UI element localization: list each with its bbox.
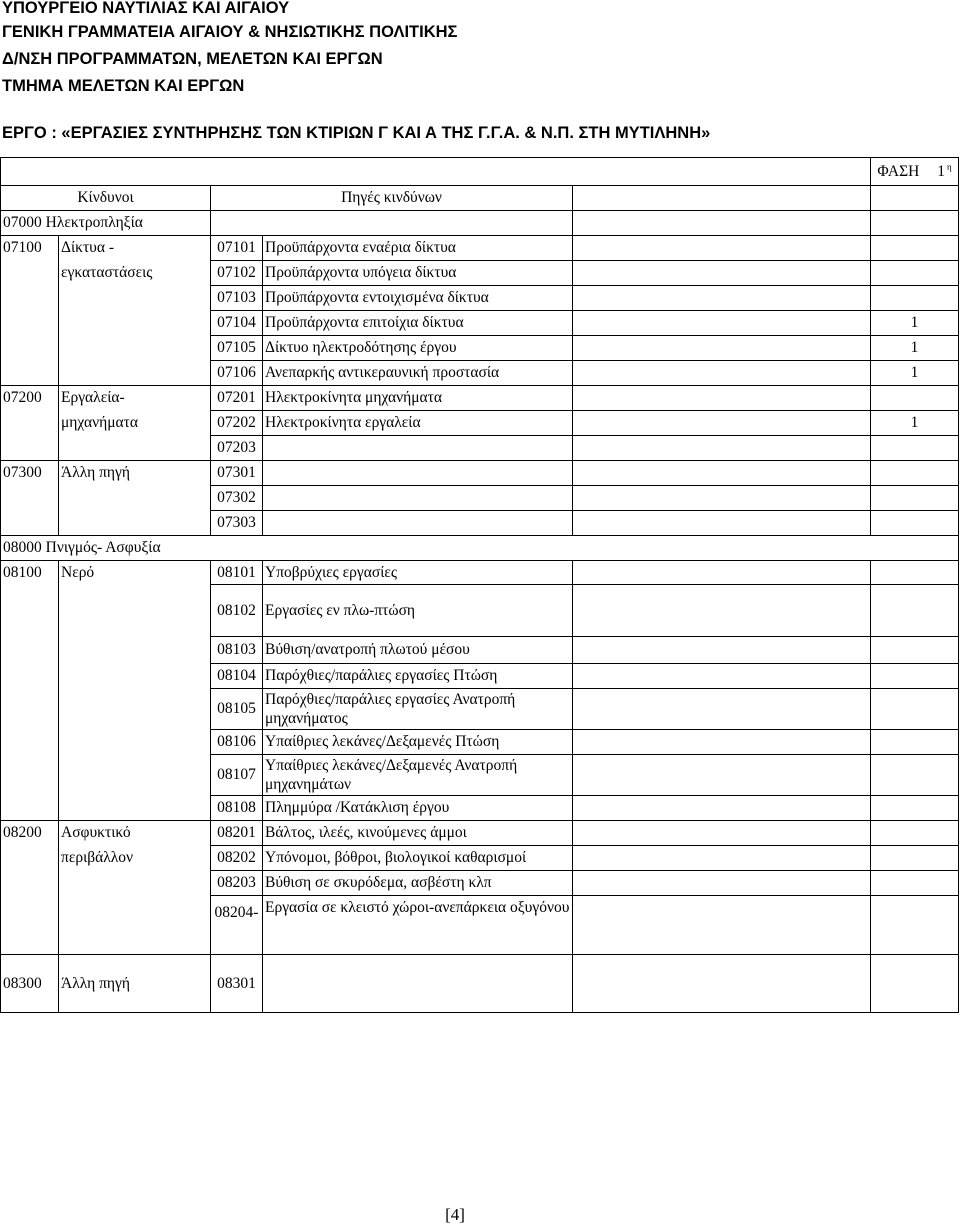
group-code: 07200	[1, 386, 59, 411]
table-row	[1, 689, 959, 730]
section-drowning: 08000 Πνιγμός- Ασφυξία	[1, 536, 959, 561]
item-code: 08105	[211, 689, 263, 730]
item-mark	[871, 755, 959, 796]
item-code: 08203	[211, 871, 263, 896]
section-row	[1, 536, 959, 561]
phase-number: 1	[937, 163, 945, 181]
item-desc	[263, 461, 573, 486]
table-row	[1, 796, 959, 821]
item-mark	[871, 386, 959, 411]
table-row	[1, 311, 959, 336]
sources-header: Πηγές κινδύνων	[211, 186, 573, 211]
section-row	[1, 211, 959, 236]
table-row	[1, 637, 959, 664]
group-code: 07300	[1, 461, 59, 486]
table-row	[1, 561, 959, 585]
item-desc	[263, 511, 573, 536]
item-code: 08204-	[211, 896, 263, 955]
phase-suffix: η	[946, 161, 952, 172]
table-row	[1, 436, 959, 461]
risk-table	[0, 157, 959, 1013]
group-name: Άλλη πηγή	[59, 461, 211, 486]
secretariat-name: ΓΕΝΙΚΗ ΓΡΑΜΜΑΤΕΙΑ ΑΙΓΑΙΟΥ & ΝΗΣΙΩΤΙΚΗΣ ΠΟΛΙΤΙΚΗΣ	[2, 23, 458, 41]
department-name: ΤΜΗΜΑ ΜΕΛΕΤΩΝ ΚΑΙ ΕΡΓΩΝ	[2, 77, 245, 95]
item-mark: 1	[871, 411, 959, 436]
group-code: 08200	[1, 821, 59, 846]
item-desc: Βύθιση σε σκυρόδεμα, ασβέστη κλπ	[263, 871, 573, 896]
item-desc: Ανεπαρκής αντικεραυνική προστασία	[263, 361, 573, 386]
item-code: 08106	[211, 730, 263, 755]
item-desc: Παρόχθιες/παράλιες εργασίες Πτώση	[263, 664, 573, 689]
item-desc: Βύθιση/ανατροπή πλωτού μέσου	[263, 637, 573, 664]
group-name: Άλλη πηγή	[59, 955, 211, 1013]
table-row	[1, 286, 959, 311]
group-name: περιβάλλον	[59, 846, 211, 871]
table-row	[1, 461, 959, 486]
table-row	[1, 411, 959, 436]
project-title: ΕΡΓΟ : «ΕΡΓΑΣΙΕΣ ΣΥΝΤΗΡΗΣΗΣ ΤΩΝ ΚΤΙΡΙΩΝ Γ ΚΑΙ Α ΤΗΣ Γ.Γ.Α. & Ν.Π. ΣΤΗ ΜΥΤΙΛΗΝΗ»	[2, 124, 711, 142]
table-row	[1, 236, 959, 261]
item-mark	[871, 261, 959, 286]
item-mark	[871, 664, 959, 689]
item-mark	[871, 436, 959, 461]
table-row	[1, 386, 959, 411]
item-desc: Εργασία σε κλειστό χώροι-ανεπάρκεια οξυγόνου	[263, 896, 573, 955]
item-desc: Υπαίθριες λεκάνες/Δεξαμενές Ανατροπή μηχανημάτων	[263, 755, 573, 796]
item-code: 07102	[211, 261, 263, 286]
group-name: Νερό	[59, 561, 211, 585]
item-desc: Υποβρύχιες εργασίες	[263, 561, 573, 585]
item-mark: 1	[871, 311, 959, 336]
item-code: 08107	[211, 755, 263, 796]
item-code: 07301	[211, 461, 263, 486]
group-name: Δίκτυα -	[59, 236, 211, 261]
item-mark: 1	[871, 336, 959, 361]
item-mark	[871, 461, 959, 486]
item-code: 07302	[211, 486, 263, 511]
item-mark	[871, 637, 959, 664]
item-mark	[871, 871, 959, 896]
item-desc: Προϋπάρχοντα εναέρια δίκτυα	[263, 236, 573, 261]
section-electrocution: 07000 Ηλεκτροπληξία	[1, 211, 211, 236]
item-code: 07201	[211, 386, 263, 411]
item-mark	[871, 821, 959, 846]
item-desc: Υπόνομοι, βόθροι, βιολογικοί καθαρισμοί	[263, 846, 573, 871]
item-desc: Προϋπάρχοντα υπόγεια δίκτυα	[263, 261, 573, 286]
table-row	[1, 955, 959, 1013]
item-mark	[871, 286, 959, 311]
item-desc: Πλημμύρα /Κατάκλιση έργου	[263, 796, 573, 821]
item-code: 08101	[211, 561, 263, 585]
item-code: 08103	[211, 637, 263, 664]
item-desc: Δίκτυο ηλεκτροδότησης έργου	[263, 336, 573, 361]
table-row	[1, 261, 959, 286]
item-code: 08301	[211, 955, 263, 1013]
item-mark	[871, 730, 959, 755]
item-mark	[871, 896, 959, 955]
page-number: [4]	[445, 1205, 465, 1224]
item-desc: Εργασίες εν πλω-πτώση	[263, 585, 573, 637]
table-row	[1, 821, 959, 846]
group-name: μηχανήματα	[59, 411, 211, 436]
item-desc: Βάλτος, ιλεές, κινούμενες άμμοι	[263, 821, 573, 846]
item-mark	[871, 236, 959, 261]
table-row	[1, 336, 959, 361]
risks-header: Κίνδυνοι	[1, 186, 211, 211]
item-mark	[871, 585, 959, 637]
group-name: εγκαταστάσεις	[59, 261, 211, 286]
item-mark	[871, 846, 959, 871]
item-desc	[263, 955, 573, 1013]
table-row	[1, 871, 959, 896]
ministry-name: ΥΠΟΥΡΓΕΙΟ ΝΑΥΤΙΛΙΑΣ ΚΑΙ ΑΙΓΑΙΟΥ	[2, 0, 290, 17]
table-row	[1, 511, 959, 536]
table-row	[1, 846, 959, 871]
item-desc: Ηλεκτροκίνητα μηχανήματα	[263, 386, 573, 411]
phase-cell	[871, 158, 959, 186]
item-mark	[871, 796, 959, 821]
item-desc: Προϋπάρχοντα εντοιχισμένα δίκτυα	[263, 286, 573, 311]
table-row	[1, 486, 959, 511]
phase-row	[1, 158, 959, 186]
item-code: 07303	[211, 511, 263, 536]
directorate-name: Δ/ΝΣΗ ΠΡΟΓΡΑΜΜΑΤΩΝ, ΜΕΛΕΤΩΝ ΚΑΙ ΕΡΓΩΝ	[2, 50, 383, 68]
item-desc	[263, 486, 573, 511]
column-header-row	[1, 186, 959, 211]
item-code: 07104	[211, 311, 263, 336]
group-code: 08300	[1, 955, 59, 1013]
item-desc	[263, 436, 573, 461]
table-row	[1, 730, 959, 755]
table-row	[1, 361, 959, 386]
item-desc: Ηλεκτροκίνητα εργαλεία	[263, 411, 573, 436]
item-code: 08104	[211, 664, 263, 689]
phase-label: ΦΑΣΗ	[877, 163, 920, 181]
item-code: 07202	[211, 411, 263, 436]
item-mark: 1	[871, 361, 959, 386]
table-row	[1, 585, 959, 637]
item-code: 07103	[211, 286, 263, 311]
group-name: Εργαλεία-	[59, 386, 211, 411]
group-code: 08100	[1, 561, 59, 585]
table-row	[1, 755, 959, 796]
table-row	[1, 896, 959, 955]
group-name: Ασφυκτικό	[59, 821, 211, 846]
item-mark	[871, 561, 959, 585]
item-mark	[871, 955, 959, 1013]
item-desc: Υπαίθριες λεκάνες/Δεξαμενές Πτώση	[263, 730, 573, 755]
item-desc: Προϋπάρχοντα επιτοίχια δίκτυα	[263, 311, 573, 336]
table-row	[1, 664, 959, 689]
item-mark	[871, 689, 959, 730]
item-code: 08201	[211, 821, 263, 846]
group-code: 07100	[1, 236, 59, 261]
item-code: 07101	[211, 236, 263, 261]
item-mark	[871, 486, 959, 511]
item-code: 08102	[211, 585, 263, 637]
item-mark	[871, 511, 959, 536]
item-code: 08108	[211, 796, 263, 821]
item-code: 07105	[211, 336, 263, 361]
item-code: 08202	[211, 846, 263, 871]
item-code: 07106	[211, 361, 263, 386]
item-code: 07203	[211, 436, 263, 461]
item-desc: Παρόχθιες/παράλιες εργασίες Ανατροπή μηχανήματος	[263, 689, 573, 730]
